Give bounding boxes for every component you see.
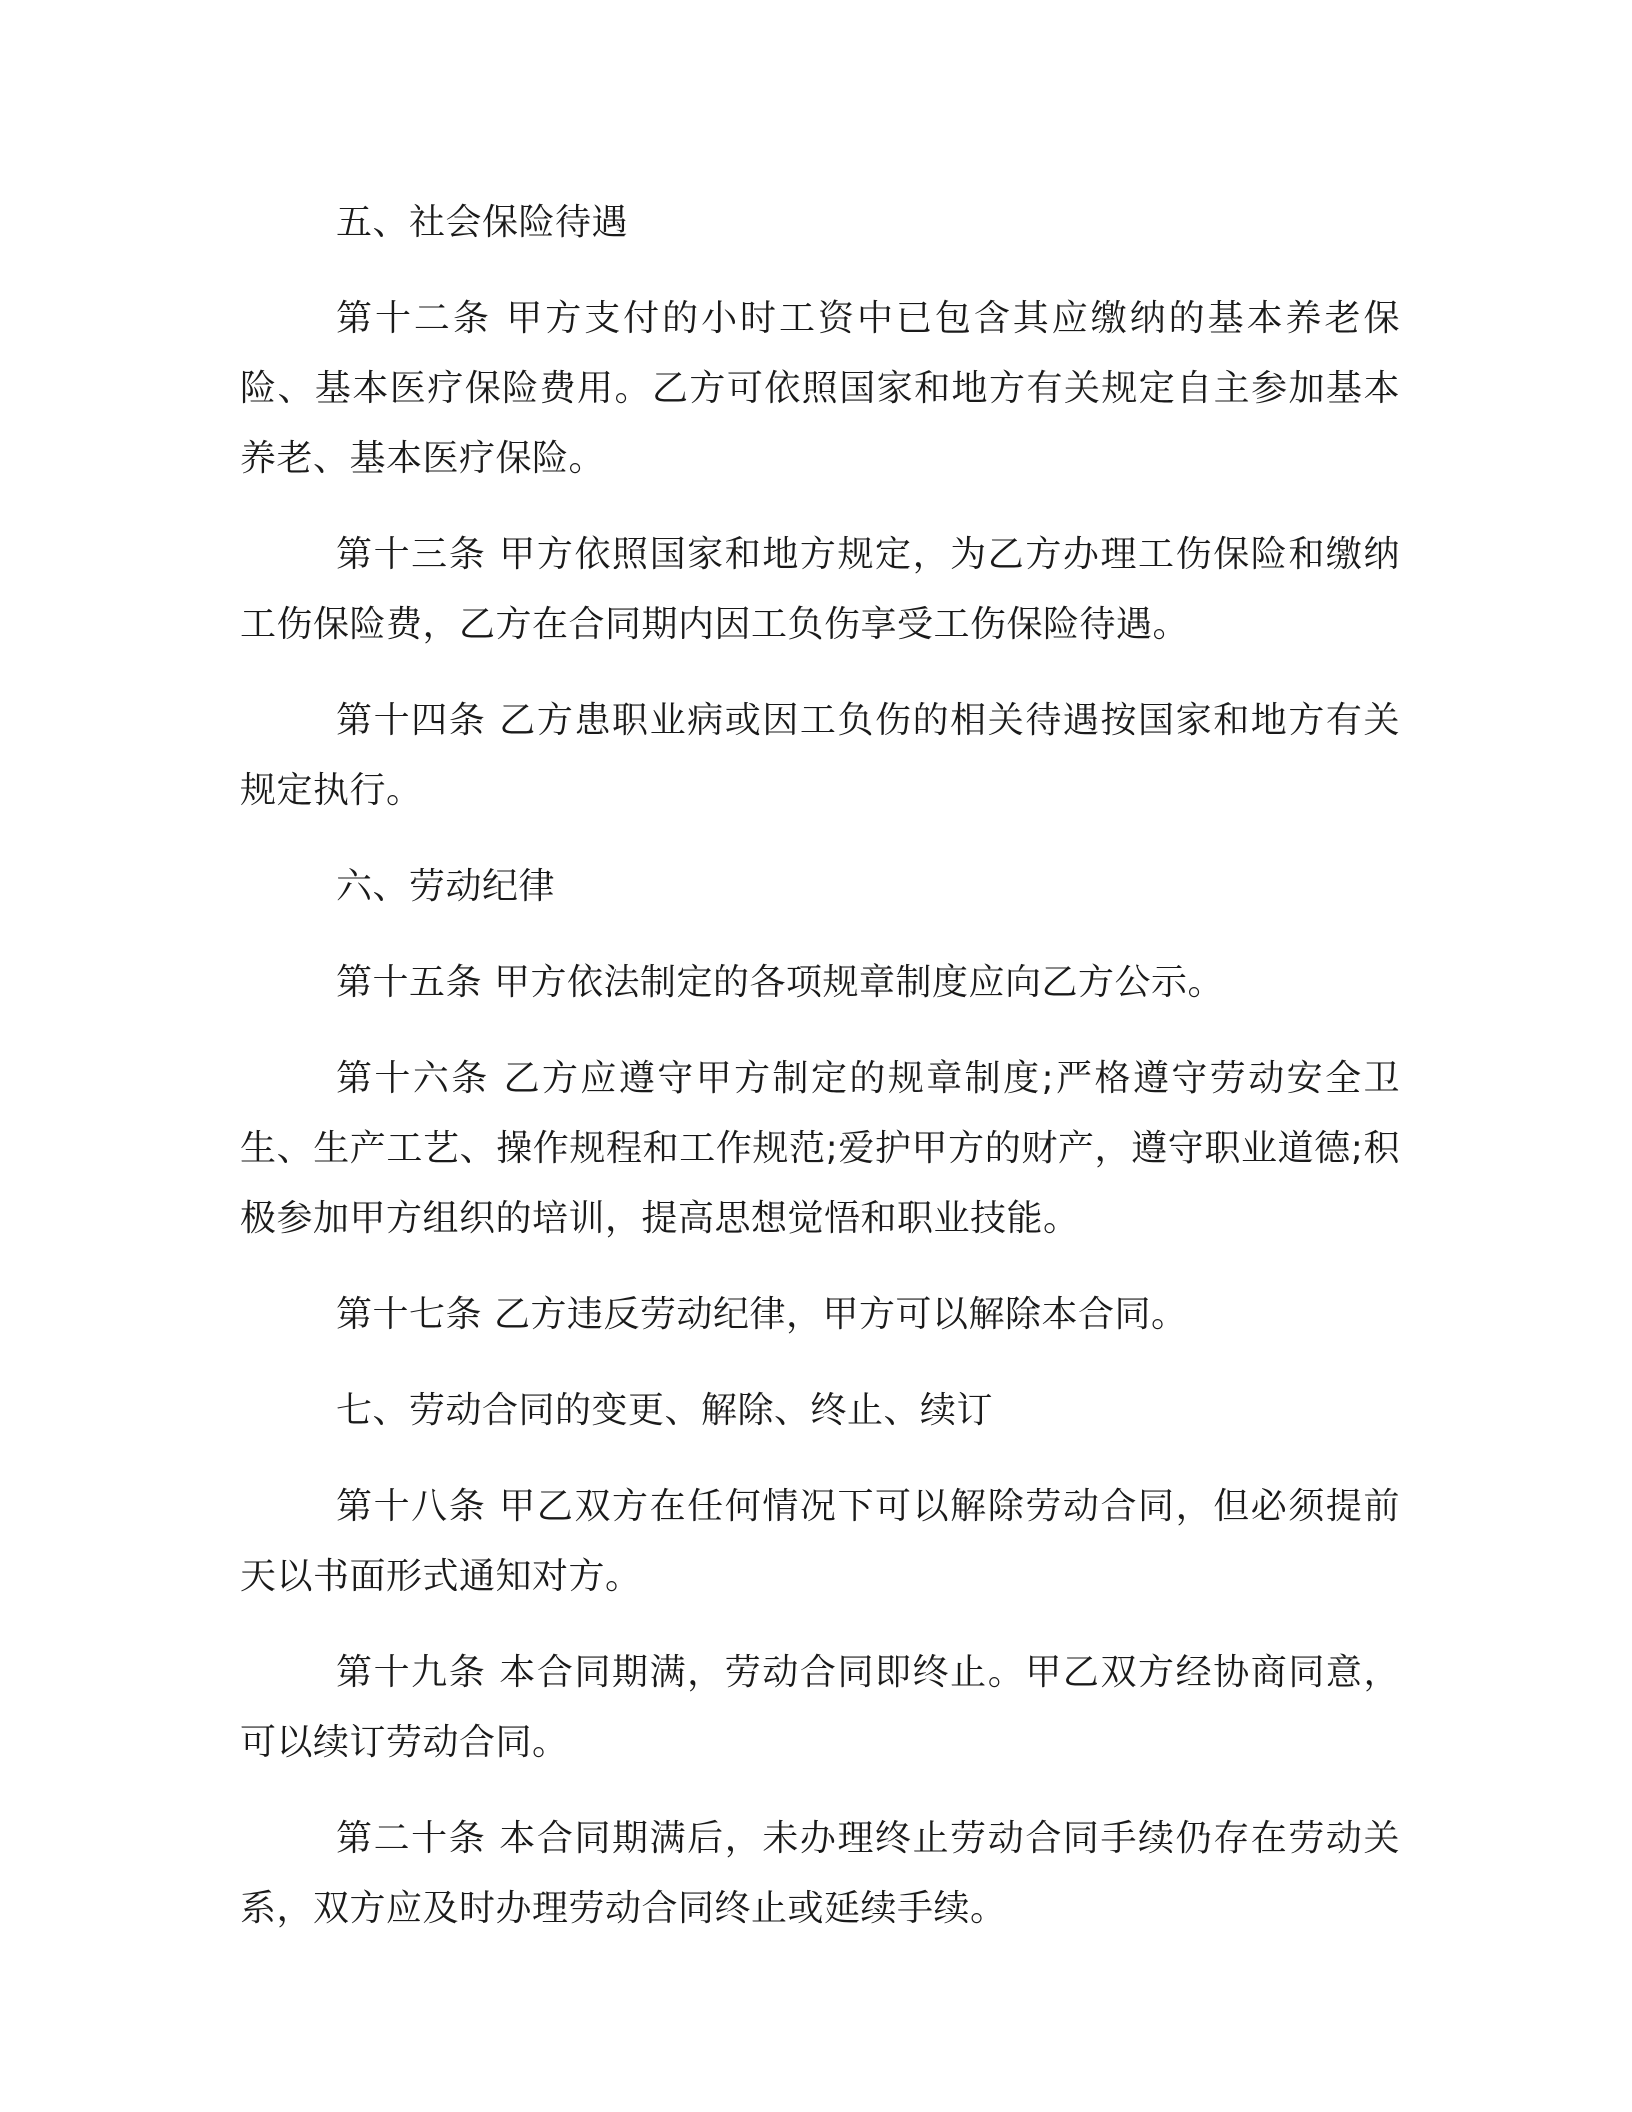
article-20-paragraph: 第二十条 本合同期满后，未办理终止劳动合同手续仍存在劳动关系，双方应及时办理劳动合同终止或延续手续。 xyxy=(240,1818,1400,1929)
article-12-paragraph: 第十二条 甲方支付的小时工资中已包含其应缴纳的基本养老保险、基本医疗保险费用。乙方可依照国家和地方有关规定自主参加基本养老、基本医疗保险。 xyxy=(240,298,1400,479)
article-18-paragraph: 第十八条 甲乙双方在任何情况下可以解除劳动合同，但必须提前天以书面形式通知对方。 xyxy=(240,1486,1400,1597)
article-19-paragraph: 第十九条 本合同期满，劳动合同即终止。甲乙双方经协商同意，可以续订劳动合同。 xyxy=(240,1652,1400,1763)
section-heading-social-insurance: 五、社会保险待遇 xyxy=(336,202,629,243)
article-16-paragraph: 第十六条 乙方应遵守甲方制定的规章制度;严格遵守劳动安全卫生、生产工艺、操作规程和工作规范;爱护甲方的财产，遵守职业道德;积极参加甲方组织的培训，提高思想觉悟和职业技能。 xyxy=(240,1058,1400,1239)
article-15-paragraph: 第十五条 甲方依法制定的各项规章制度应向乙方公示。 xyxy=(336,962,1224,1003)
article-17-paragraph: 第十七条 乙方违反劳动纪律，甲方可以解除本合同。 xyxy=(336,1294,1188,1335)
article-14-paragraph: 第十四条 乙方患职业病或因工负伤的相关待遇按国家和地方有关规定执行。 xyxy=(240,700,1400,811)
article-13-paragraph: 第十三条 甲方依照国家和地方规定，为乙方办理工伤保险和缴纳工伤保险费，乙方在合同期内因工负伤享受工伤保险待遇。 xyxy=(240,534,1400,645)
section-heading-contract-changes: 七、劳动合同的变更、解除、终止、续订 xyxy=(336,1390,994,1431)
document-page xyxy=(240,188,1400,1944)
section-heading-labor-discipline: 六、劳动纪律 xyxy=(336,866,556,907)
